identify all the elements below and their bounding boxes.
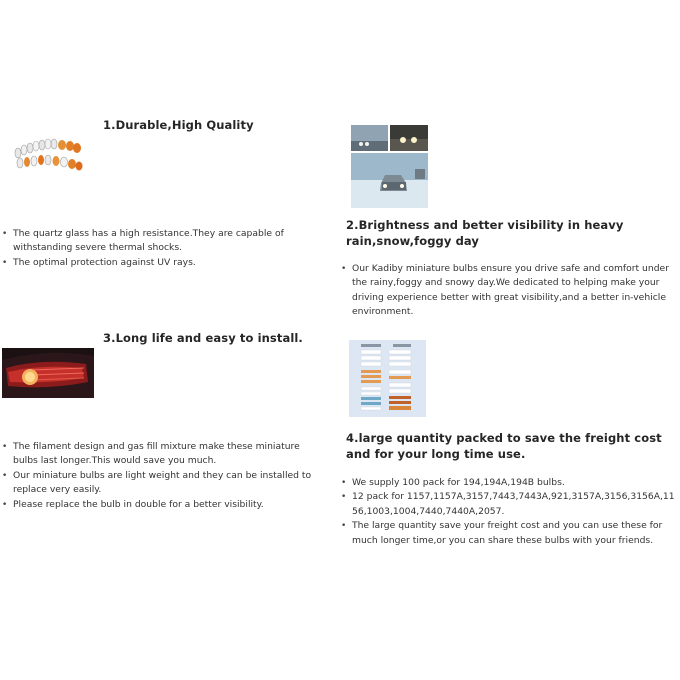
section-4-list [341, 476, 679, 548]
section-1-image [10, 135, 84, 175]
list-item: • The quartz glass has a high resistance.They are capable of withstanding severe thermal shocks. [2, 227, 294, 256]
section-3-image [2, 348, 94, 398]
section-4-title: 4.large quantity packed to save the freight cost and for your long time use. [346, 431, 662, 461]
section-2-title: 2.Brightness and better visibility in heavy rain,snow,foggy day [346, 218, 624, 248]
list-item: • Our Kadiby miniature bulbs ensure you drive safe and comfort under the rainy,foggy and snowy day.We dedicated to helping make your driving experience better with great visibility,and a better in-vehicle environment. [341, 262, 679, 320]
section-1-title: 1.Durable,High Quality [103, 118, 254, 132]
list-item: • We supply 100 pack for 194,194A,194B bulbs. [341, 476, 679, 490]
list-item: • The large quantity save your freight cost and you can use these for much longer time,or you can share these bulbs with your friends. [341, 519, 679, 548]
section-3-title: 3.Long life and easy to install. [103, 331, 303, 345]
section-3-list [2, 440, 324, 512]
list-item: • 12 pack for 1157,1157A,3157,7443,7443A,921,3157A,3156,3156A,1156,1003,1004,7440,7440A,2057. [341, 490, 679, 519]
list-item: • Please replace the bulb in double for a better visibility. [2, 498, 324, 512]
section-2-image [351, 125, 428, 208]
list-item: • The optimal protection against UV rays. [2, 256, 294, 270]
list-item: • Our miniature bulbs are light weight and they can be installed to replace very easily. [2, 469, 324, 498]
section-1-list [2, 227, 294, 270]
section-2-list [341, 262, 679, 320]
list-item: • The filament design and gas fill mixture make these miniature bulbs last longer.This would save you much. [2, 440, 324, 469]
section-4-image [349, 340, 426, 417]
